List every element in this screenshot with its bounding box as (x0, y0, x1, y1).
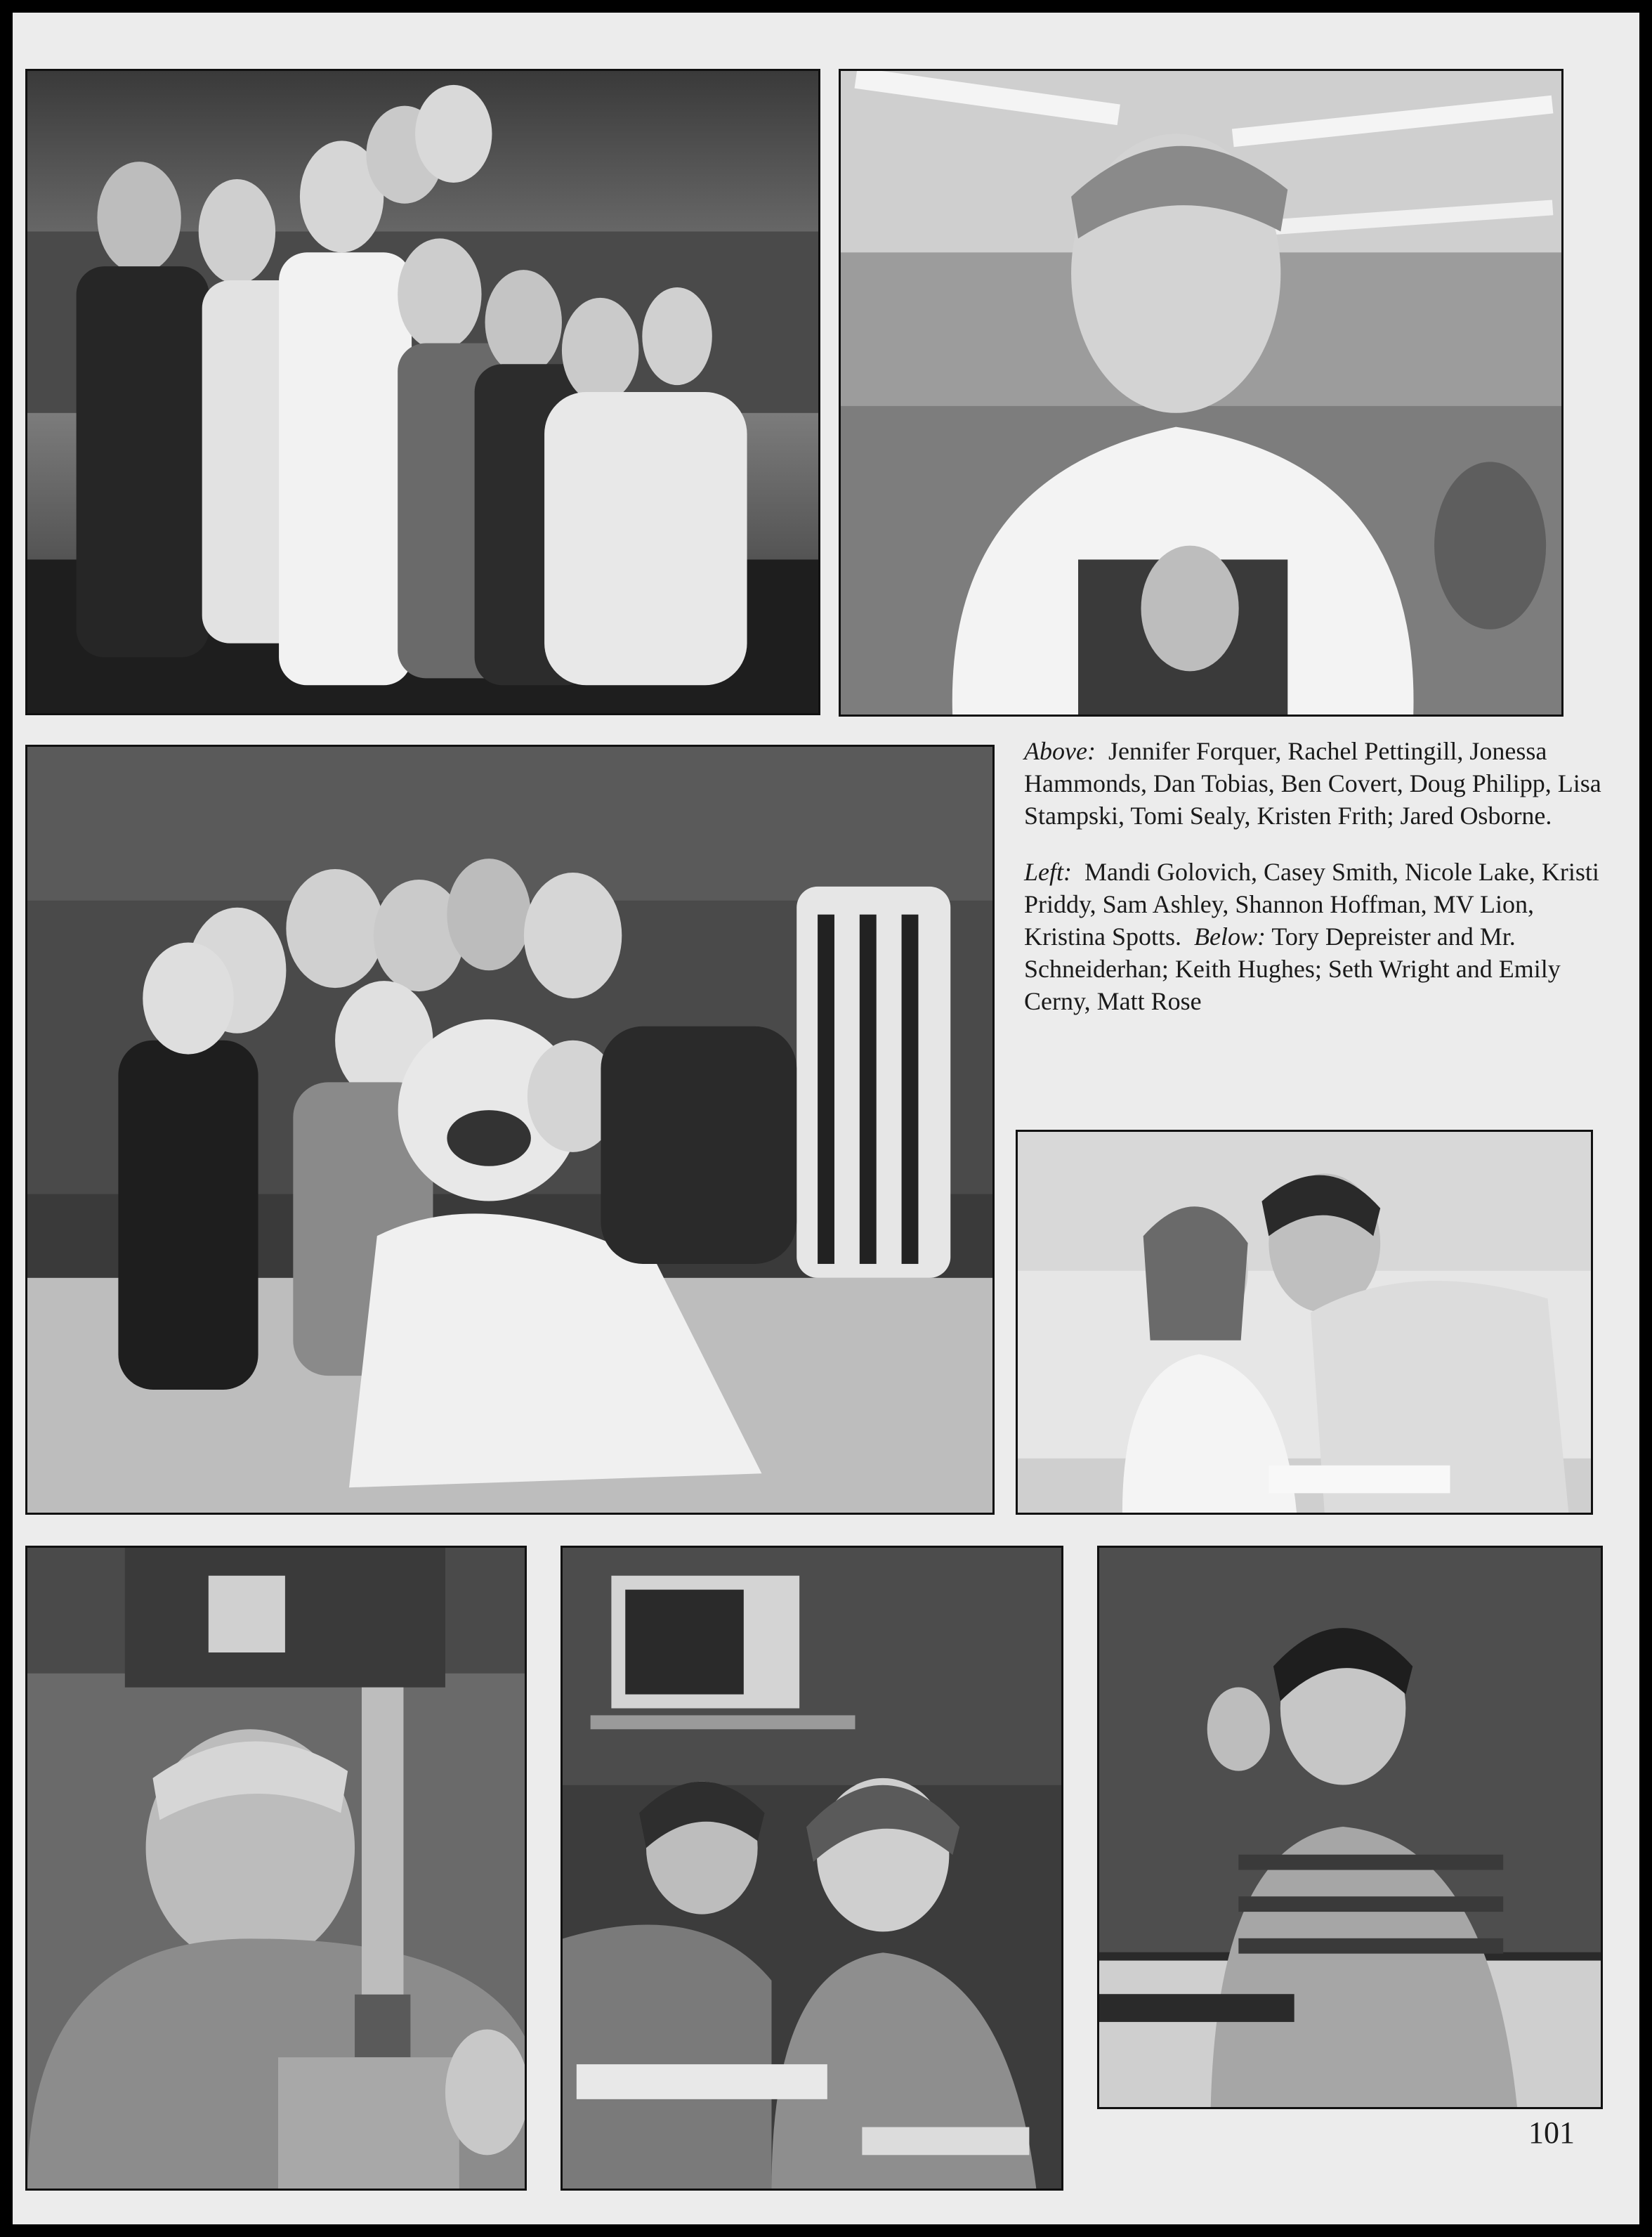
caption-above (1024, 735, 1607, 832)
photo-classroom-students (560, 1546, 1063, 2191)
page-number: 101 (1528, 2115, 1575, 2150)
photo-drill-press (25, 1546, 527, 2191)
caption-above-label: Above: (1024, 737, 1096, 765)
photo-student-portrait (839, 69, 1563, 717)
caption-block (1024, 735, 1607, 1041)
photo-cheerleaders-mascot (25, 745, 995, 1515)
caption-left-text: Mandi Golovich, Casey Smith, Nicole Lake, Kristi Priddy, Sam Ashley, Shannon Hoffman, MV Lion, Kristina Spotts. (1024, 858, 1599, 951)
photo-group-outdoors (25, 69, 820, 715)
caption-below-text: Tory Depreister and Mr. Schneiderhan; Keith Hughes; Seth Wright and Emily Cerny, Matt Rose (1024, 922, 1561, 1015)
photo-student-chalkboard (1097, 1546, 1603, 2109)
caption-left-below (1024, 856, 1607, 1017)
caption-left-label: Left: (1024, 858, 1072, 886)
caption-above-text: Jennifer Forquer, Rachel Pettingill, Jonessa Hammonds, Dan Tobias, Ben Covert, Doug Philipp, Lisa Stampski, Tomi Sealy, Kristen Frith; Jared Osborne. (1024, 737, 1601, 830)
photo-teacher-helping-student (1016, 1130, 1593, 1515)
caption-below-label: Below: (1194, 922, 1266, 951)
yearbook-page (13, 13, 1639, 2224)
